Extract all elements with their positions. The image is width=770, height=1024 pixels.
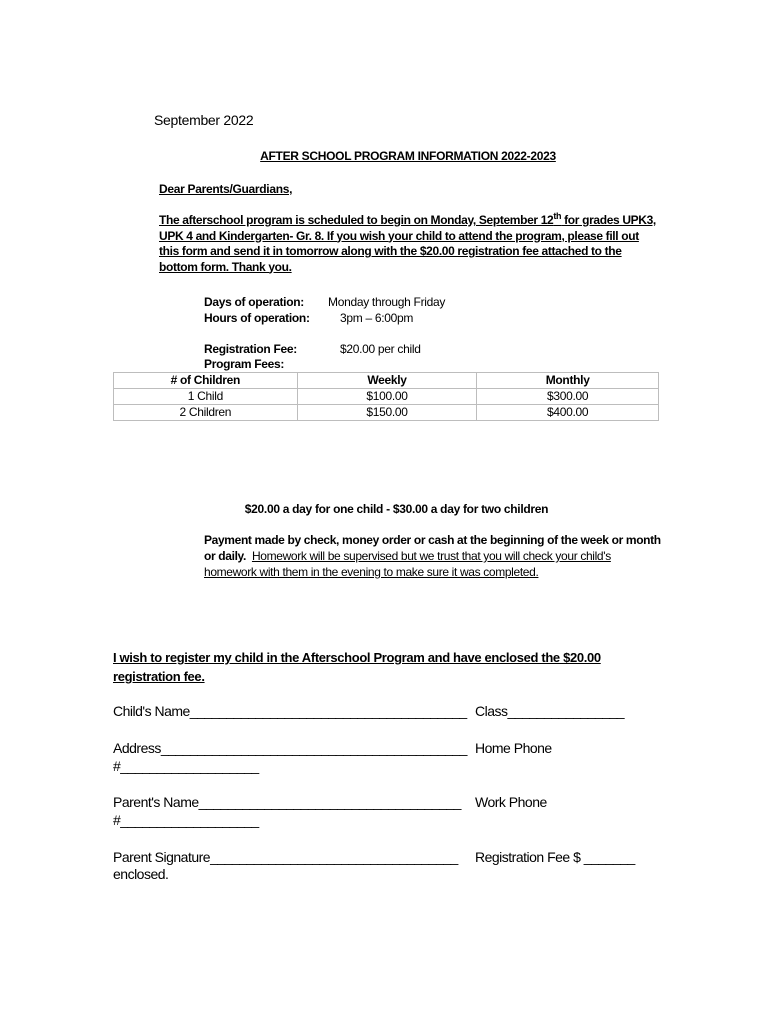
per-day-rates: $20.00 a day for one child - $30.00 a day for two children [244,502,549,516]
hours-value: 3pm – 6:00pm [340,311,414,325]
table-row [114,389,659,405]
address-continuation: #___________________ [113,758,259,774]
payment-text: Payment made by check, money order or cash at the beginning of the week or month or daily. [204,533,661,563]
fees-table [113,372,659,421]
table-cell: $100.00 [297,389,477,405]
intro-superscript: th [553,211,562,221]
address-field[interactable]: Address__________________________________________ [113,740,467,756]
days-value: Monday through Friday [328,295,446,309]
header-monthly: Monthly [477,373,659,389]
work-phone-label: Work Phone [475,794,547,810]
table-cell: $400.00 [477,405,659,421]
header-children: # of Children [114,373,298,389]
signature-continuation: enclosed. [113,866,169,882]
home-phone-label: Home Phone [475,740,552,756]
intro-paragraph [159,213,659,275]
parent-name-continuation: #___________________ [113,812,259,828]
intro-text-1: The afterschool program is scheduled to begin on Monday, September 12 [159,213,554,227]
letter-date: September 2022 [154,112,254,128]
salutation: Dear Parents/Guardians, [159,182,293,196]
table-header-row [114,373,659,389]
hours-label: Hours of operation: [204,311,310,325]
homework-note: Homework will be supervised but we trust that you will check your child's homework with them in the evening to make sure it was completed. [204,549,611,579]
parent-signature-field[interactable]: Parent Signature__________________________________ [113,849,458,865]
registration-fee-value: $20.00 per child [340,342,421,356]
table-cell: $300.00 [477,389,659,405]
parent-name-field[interactable]: Parent's Name____________________________________ [113,794,461,810]
class-field[interactable]: Class________________ [475,703,625,719]
table-cell: $150.00 [297,405,477,421]
table-cell: 1 Child [114,389,298,405]
program-fees-label: Program Fees: [204,357,285,371]
registration-statement: I wish to register my child in the Afterschool Program and have enclosed the $20.00 registration fee. [113,650,601,684]
days-label: Days of operation: [204,295,304,309]
payment-paragraph [204,532,664,580]
intro-text-2: for grades UPK3, UPK 4 and Kindergarten- Gr. 8. If you wish your child to attend the program, please fill out this form and send it in tomorrow along with the $20.00 registration fee attached to the bottom form. Thank you. [159,213,656,274]
header-weekly: Weekly [297,373,477,389]
registration-fee-field[interactable]: Registration Fee $ _______ [475,849,635,865]
table-row [114,405,659,421]
table-cell: 2 Children [114,405,298,421]
page-title: AFTER SCHOOL PROGRAM INFORMATION 2022-2023 [260,149,556,163]
registration-fee-label: Registration Fee: [204,342,297,356]
child-name-field[interactable]: Child's Name______________________________________ [113,703,467,719]
